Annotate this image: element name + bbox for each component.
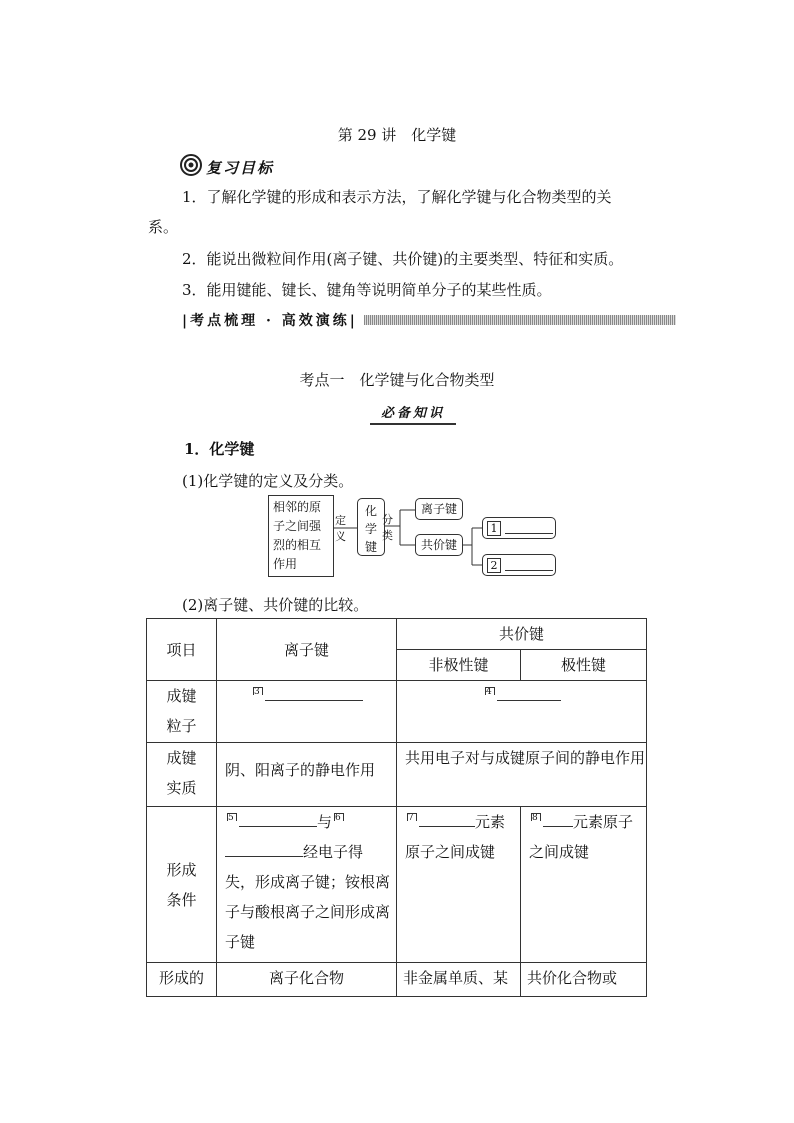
definition-box <box>268 495 334 577</box>
center-char: 学 <box>364 522 377 536</box>
essence-covalent-cell: 共用电子对与成键原子间的静电作用 <box>397 743 647 807</box>
header-item: 项日 <box>147 619 217 681</box>
marker-box <box>253 687 263 695</box>
blank-marker-5 <box>225 807 239 823</box>
label-line: 实质 <box>166 779 197 797</box>
condition-polar-b: 子之间成键 <box>529 813 634 861</box>
marker-box <box>407 813 417 821</box>
condition-ionic-cell <box>217 807 397 963</box>
item-2-sub: (2)离子键、共价键的比较。 <box>182 596 369 614</box>
marker-box <box>227 813 237 821</box>
label-line: 粒子 <box>166 717 197 735</box>
marker-box <box>531 813 541 821</box>
blank-line-2 <box>505 570 553 571</box>
blank-line <box>419 812 475 827</box>
goal-1: 1．了解化学键的形成和表示方法，了解化学键与化合物类型的关 <box>182 188 612 206</box>
condition-polar-a: 元素原 <box>573 813 619 831</box>
label-line: 成键 <box>166 687 197 705</box>
blank-number-1: 1 <box>487 521 501 536</box>
condition-nonpolar-a: 元 <box>475 813 491 831</box>
page-title: 第 29 讲 化学键 <box>337 126 457 144</box>
marker-number: 6 <box>335 813 341 823</box>
label-line: 形成 <box>166 860 197 879</box>
center-char: 化 <box>364 504 377 518</box>
marker-number: 4 <box>486 687 492 697</box>
def-line: 作用 <box>273 557 298 571</box>
and-text: 与 <box>317 813 333 831</box>
condition-nonpolar-b: 素原子之间成键 <box>405 813 506 861</box>
goal-2: 2．能说出微粒间作用(离子键、共价键)的主要类型、特征和实质。 <box>182 250 624 268</box>
marker-box <box>334 813 344 821</box>
blank-number-2: 2 <box>487 558 501 573</box>
condition-nonpolar-cell <box>397 807 521 963</box>
header-nonpolar: 非极性键 <box>397 650 521 681</box>
goal-1-cont: 系。 <box>148 218 179 236</box>
goal-3: 3．能用键能、键长、键角等说明简单分子的某些性质。 <box>182 281 552 299</box>
def-label: 定义 <box>335 514 346 543</box>
blank-line <box>497 686 561 701</box>
label-line: 成键 <box>166 749 197 767</box>
blank-marker-6 <box>332 807 346 823</box>
row-formed-label: 形成的 <box>147 963 217 997</box>
def-line: 相邻的原 <box>273 500 322 514</box>
marker-number: 5 <box>228 813 234 823</box>
center-char: 键 <box>364 540 377 554</box>
particles-ionic-cell <box>217 681 397 743</box>
blank-line <box>239 812 317 827</box>
header-ionic: 离子键 <box>217 619 397 681</box>
formed-nonpolar-cell: 非金属单质、某 <box>397 963 521 997</box>
blank-marker-8 <box>529 807 543 823</box>
goals-heading-text: 复习目标 <box>206 158 275 177</box>
blank-box-1 <box>482 517 556 539</box>
def-line: 子之间强 <box>273 519 322 533</box>
cls-label: 分类 <box>382 513 393 542</box>
item-1-heading: 1．化学键 <box>184 440 255 458</box>
row-condition-label <box>147 807 217 963</box>
section-bar-label: |考点梳理 · 高效演练| <box>182 313 358 329</box>
blank-line <box>225 842 303 857</box>
blank-line <box>543 812 573 827</box>
header-polar: 极性键 <box>521 650 647 681</box>
formed-ionic-cell: 离子化合物 <box>217 963 397 997</box>
blank-marker-3 <box>251 681 265 697</box>
marker-box <box>485 687 495 695</box>
marker-number: 7 <box>408 813 414 823</box>
essence-ionic-cell: 阴、阳离子的静电作用 <box>217 743 397 807</box>
def-line: 烈的相互 <box>273 538 322 552</box>
blank-marker-7 <box>405 807 419 823</box>
section-title: 考点一 化学键与化合物类型 <box>299 371 495 389</box>
blank-marker-4 <box>483 681 497 697</box>
covalent-bond-box: 共价键 <box>415 534 463 556</box>
condition-polar-cell <box>521 807 647 963</box>
chem-bond-box <box>357 498 385 556</box>
blank-line <box>265 686 363 701</box>
row-essence-label <box>147 743 217 807</box>
comparison-table <box>146 618 647 997</box>
ionic-bond-box: 离子键 <box>415 498 463 520</box>
condition-ionic-text: 经电子得失，形成离子键；铵根离子与酸根离子之间形成离子键 <box>225 843 391 951</box>
marker-number: 3 <box>254 687 260 697</box>
particles-covalent-cell <box>397 681 647 743</box>
blank-box-2 <box>482 554 556 576</box>
formed-polar-cell: 共价化合物或 <box>521 963 647 997</box>
sub-title: 必备知识 <box>370 402 456 425</box>
marker-number: 8 <box>532 813 538 823</box>
blank-line-1 <box>505 533 553 534</box>
label-line: 条件 <box>166 890 197 909</box>
header-covalent: 共价键 <box>397 619 647 650</box>
item-1-sub: (1)化学键的定义及分类。 <box>182 472 354 490</box>
row-particles-label <box>147 681 217 743</box>
